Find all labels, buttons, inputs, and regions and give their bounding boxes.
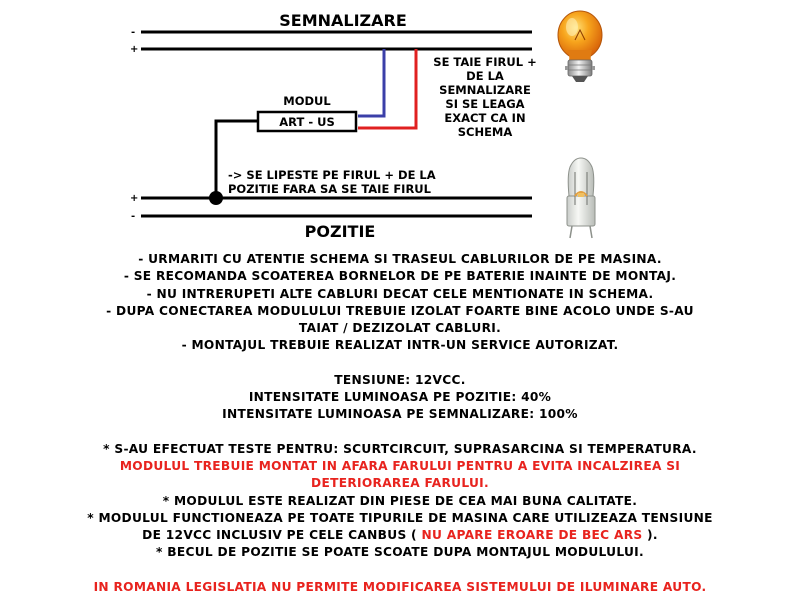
- cut-note-line: EXACT CA IN: [444, 111, 526, 125]
- cut-note-line: DE LA: [466, 69, 504, 83]
- instruction-line: - SE RECOMANDA SCOATEREA BORNELOR DE PE BATERIE INAINTE DE MONTAJ.: [123, 269, 677, 284]
- instruction-line: - URMARITI CU ATENTIE SCHEMA SI TRASEUL CABLURILOR DE PE MASINA.: [138, 252, 662, 266]
- amber-bulb-icon: [558, 11, 602, 82]
- cut-note-line: SE TAIE FIRUL +: [433, 55, 537, 69]
- compat-note: [0, 527, 800, 544]
- cut-note-line: SI SE LEAGA: [445, 97, 525, 111]
- wiring-diagram: [0, 0, 800, 240]
- legal-warning: IN ROMANIA LEGISLATIA NU PERMITE MODIFICAREA SISTEMULUI DE ILUMINARE AUTO.: [93, 579, 707, 594]
- compat-note: * MODULUL FUNCTIONEAZA PE TOATE TIPURILE DE MASINA CARE UTILIZEAZA TENSIUNE: [87, 510, 713, 525]
- spec-voltage: TENSIUNE: 12VCC.: [334, 372, 466, 387]
- solder-note-line: POZITIE FARA SA SE TAIE FIRUL: [228, 182, 431, 196]
- blue-wire: [358, 49, 384, 116]
- bulb-removal-note: * BECUL DE POZITIE SE POATE SCOATE DUPA MONTAJUL MODULULUI.: [156, 545, 644, 560]
- instruction-line: - MONTAJUL TREBUIE REALIZAT INTR-UN SERVICE AUTORIZAT.: [181, 338, 619, 353]
- spec-signal-intensity: INTENSITATE LUMINOASA PE SEMNALIZARE: 100%: [222, 407, 578, 422]
- mount-warning: DETERIORAREA FARULUI.: [311, 476, 489, 491]
- instruction-line: TAIAT / DEZIZOLAT CABLURI.: [298, 321, 502, 336]
- mount-warning: MODULUL TREBUIE MONTAT IN AFARA FARULUI PENTRU A EVITA INCALZIREA SI: [119, 458, 681, 473]
- signal-plus-sign: +: [130, 44, 139, 55]
- compat-prefix: DE 12VCC INCLUSIV PE CELE CANBUS (: [142, 528, 417, 543]
- cut-note: [433, 55, 536, 139]
- position-minus-sign: -: [131, 211, 136, 222]
- spec-position-intensity: INTENSITATE LUMINOASA PE POZITIE: 40%: [248, 390, 552, 405]
- module-box-label: ART - US: [279, 115, 335, 129]
- semnalizare-label: SEMNALIZARE: [279, 11, 407, 30]
- position-plus-sign: +: [130, 193, 139, 204]
- canbus-no-error: NU APARE EROARE DE BEC ARS: [421, 528, 643, 543]
- signal-minus-sign: -: [131, 27, 136, 38]
- cut-note-line: SCHEMA: [457, 125, 513, 139]
- modul-label: MODUL: [283, 94, 331, 108]
- cut-note-line: SEMNALIZARE: [439, 83, 531, 97]
- position-bulb-icon: [567, 158, 595, 238]
- compat-suffix: ).: [647, 528, 658, 543]
- solder-note-line: -> SE LIPESTE PE FIRUL + DE LA: [228, 168, 436, 182]
- instruction-line: - DUPA CONECTAREA MODULULUI TREBUIE IZOLAT FOARTE BINE ACOLO UNDE S-AU: [106, 303, 694, 318]
- instruction-line: - NU INTRERUPETI ALTE CABLURI DECAT CELE MENTIONATE IN SCHEMA.: [146, 286, 654, 301]
- tests-note: * S-AU EFECTUAT TESTE PENTRU: SCURTCIRCUIT, SUPRASARCINA SI TEMPERATURA.: [103, 441, 697, 456]
- instructions-block: [0, 251, 800, 596]
- pozitie-label: POZITIE: [304, 222, 376, 240]
- quality-note: * MODULUL ESTE REALIZAT DIN PIESE DE CEA MAI BUNA CALITATE.: [162, 493, 638, 508]
